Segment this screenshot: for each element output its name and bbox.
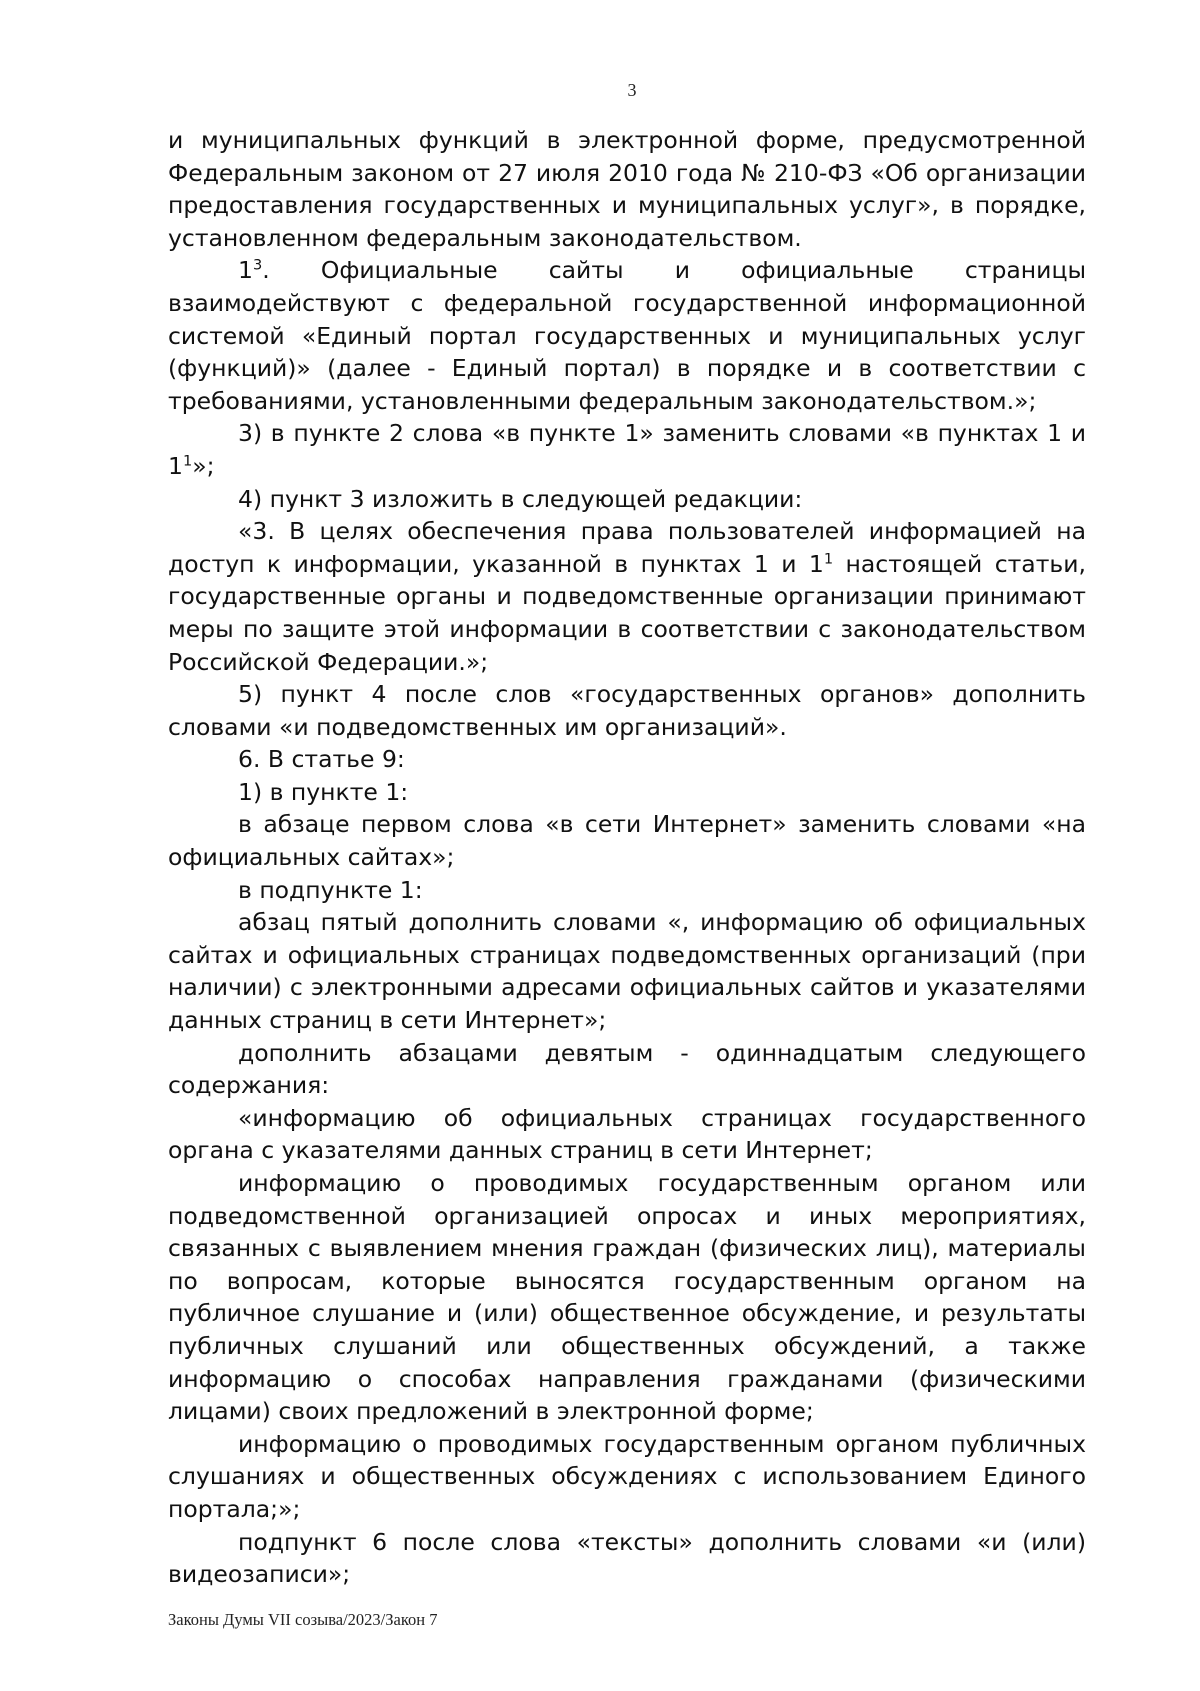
paragraph-7: 6. В статье 9: [238, 745, 405, 774]
paragraph-10: в подпункте 1: [238, 875, 423, 904]
paragraph-8: 1) в пункте 1: [238, 777, 409, 806]
paragraph-13: «информацию об официальных страницах государственного органа с указателями данных страниц в сети Интернет; [168, 1103, 1086, 1165]
paragraph-15: информацию о проводимых государственным органом публичных слушаниях и общественных обсуждениях с использованием Единого портала;»; [168, 1429, 1086, 1523]
paragraph-16: подпункт 6 после слова «тексты» дополнить словами «и (или) видеозаписи»; [168, 1527, 1086, 1589]
paragraph-2: $1^3$. Официальные сайты и официальные страницы взаимодействуют с федеральной государственной информационной системой «Единый портал государственных и муниципальных услуг (функций)» (далее - Единый портал) в порядке и в соответствии с требованиями, установленными федеральным законодательством.»; [168, 256, 1086, 415]
paragraph-6: 5) пункт 4 после слов «государственных органов» дополнить словами «и подведомственных им организаций». [168, 680, 1086, 741]
superscript: 1 [182, 452, 193, 470]
page-footer: Законы Думы VII созыва/2023/Закон 7 [168, 1610, 438, 1629]
page-number: 3 [627, 80, 637, 100]
paragraph-3: 3) в пункте 2 слова «в пункте 1» заменить словами «в пунктах 1 и $1^1$»; [168, 419, 1086, 480]
paragraph-4: 4) пункт 3 изложить в следующей редакции: [238, 484, 803, 513]
paragraph-14: информацию о проводимых государственным органом или подведомственной организацией опросах и иных мероприятиях, связанных с выявлением мнения граждан (физических лиц), материалы по вопросам, которые выносятся государственным органом на публичное слушание и (или) общественное обсуждение, и результаты публичных слушаний или общественных обсуждений, а также информацию о способах направления гражданами (физическими лицами) своих предложений в электронной форме; [168, 1169, 1086, 1426]
superscript: 3 [252, 256, 263, 274]
paragraph-5: «3. В целях обеспечения права пользователей информацией на доступ к информации, указанной в пунктах 1 и $1^1$ настоящей статьи, государственные органы и подведомственные организации принимают меры по защите этой информации в соответствии с законодательством Российской Федерации.»; [168, 517, 1086, 676]
paragraph-1: и муниципальных функций в электронной форме, предусмотренной Федеральным законом от 27 июля 2010 года № 210-ФЗ «Об организации предоставления государственных и муниципальных услуг», в порядке, установленном федеральным законодательством. [168, 126, 1086, 252]
paragraph-11: абзац пятый дополнить словами «, информацию об официальных сайтах и официальных страницах подведомственных организаций (при наличии) с электронными адресами официальных сайтов и указателями данных страниц в сети Интернет»; [168, 908, 1086, 1035]
paragraph-12: дополнить абзацами девятым - одиннадцатым следующего содержания: [168, 1038, 1086, 1100]
document-body [168, 124, 1086, 1591]
paragraph-9: в абзаце первом слова «в сети Интернет» заменить словами «на официальных сайтах»; [168, 810, 1086, 872]
superscript: 1 [823, 549, 834, 567]
